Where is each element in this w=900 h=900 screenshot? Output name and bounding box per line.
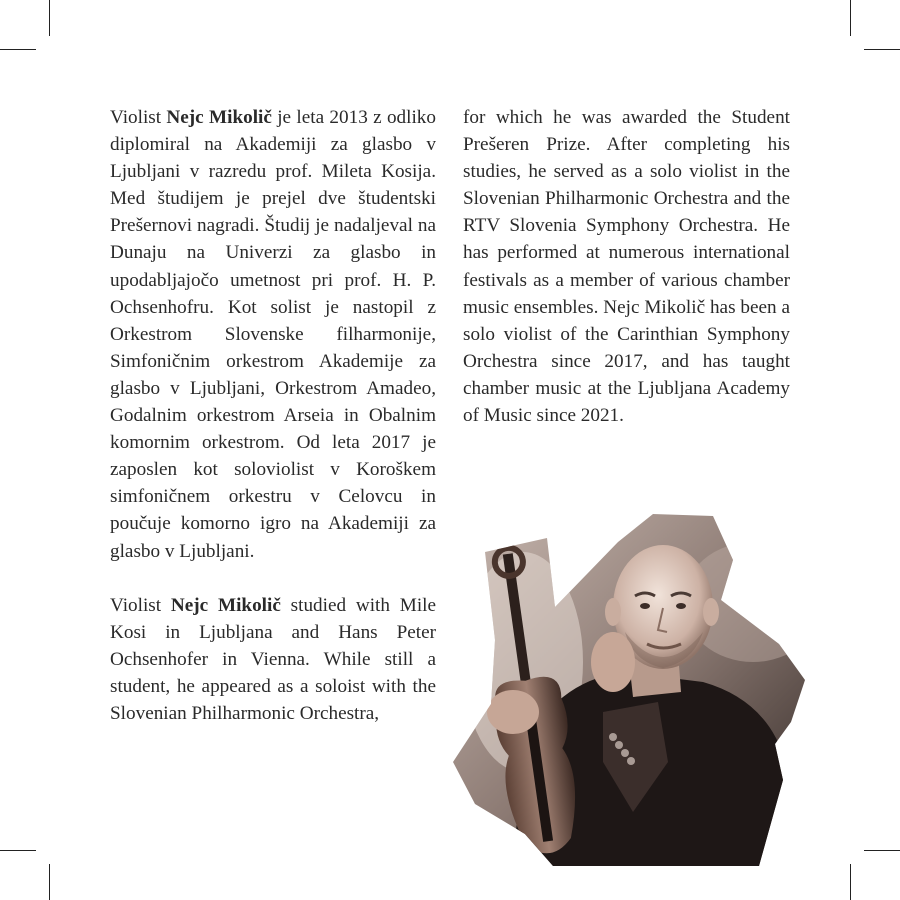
crop-mark [0,850,36,851]
artist-name: Nejc Mikolič [170,594,281,616]
bio-text: je leta 2013 z odliko diplomiral na Akademiji za glasbo v Ljubljani v razredu prof. Mileta Kosija. Med študijem je prejel dve študentski Prešernovi nagradi. Študij je nadaljeval na Dunaju na Univerzi za glasbo in upodabljajočo umetnost pri prof. H. P. Ochsenhofru. Kot solist je nastopil z Orkestrom Slovenske filharmonije, Simfoničnim orkestrom Akademije za glasbo v Ljubljani, Orkestrom Amadeo, Godalnim orkestrom Arseia in Obalnim komornim orkestrom. Od leta 2017 je zaposlen kot soloviolist v Koroškem simfoničnem orkestru v Celovcu in poučuje komorno igro na Akademiji za glasbo v Ljubljani. [110,107,436,562]
english-bio [110,592,436,727]
english-bio-continued: for which he was awarded the Student Prešeren Prize. After completing his studies, he served as a solo violist in the Slovenian Philharmonic Orchestra and the RTV Slovenia Symphony Orchestra. He has performed at numerous international festivals as a member of various chamber music ensembles. Nejc Mikolič has been a solo violist of the Carinthian Symphony Orchestra since 2017, and has taught chamber music at the Ljubljana Academy of Music since 2021. [463,107,790,427]
crop-mark [49,0,50,36]
crop-mark [850,864,851,900]
artist-photo [453,512,813,866]
bio-prefix: Violist [110,107,167,128]
crop-mark [49,864,50,900]
bio-prefix: Violist [110,594,171,616]
bio-text: studied with Mile Kosi in Ljubljana and Hans Peter Ochsenhofer in Vienna. While still a student, he appeared as a soloist with the Slovenian Philharmonic Orchestra, [110,594,437,724]
right-column [463,104,790,429]
crop-mark [864,49,900,50]
crop-mark [864,850,900,851]
left-column [110,104,436,727]
crop-mark [0,49,36,50]
crop-mark [850,0,851,36]
artist-name: Nejc Mikolič [166,107,272,128]
slovene-bio [110,104,436,565]
